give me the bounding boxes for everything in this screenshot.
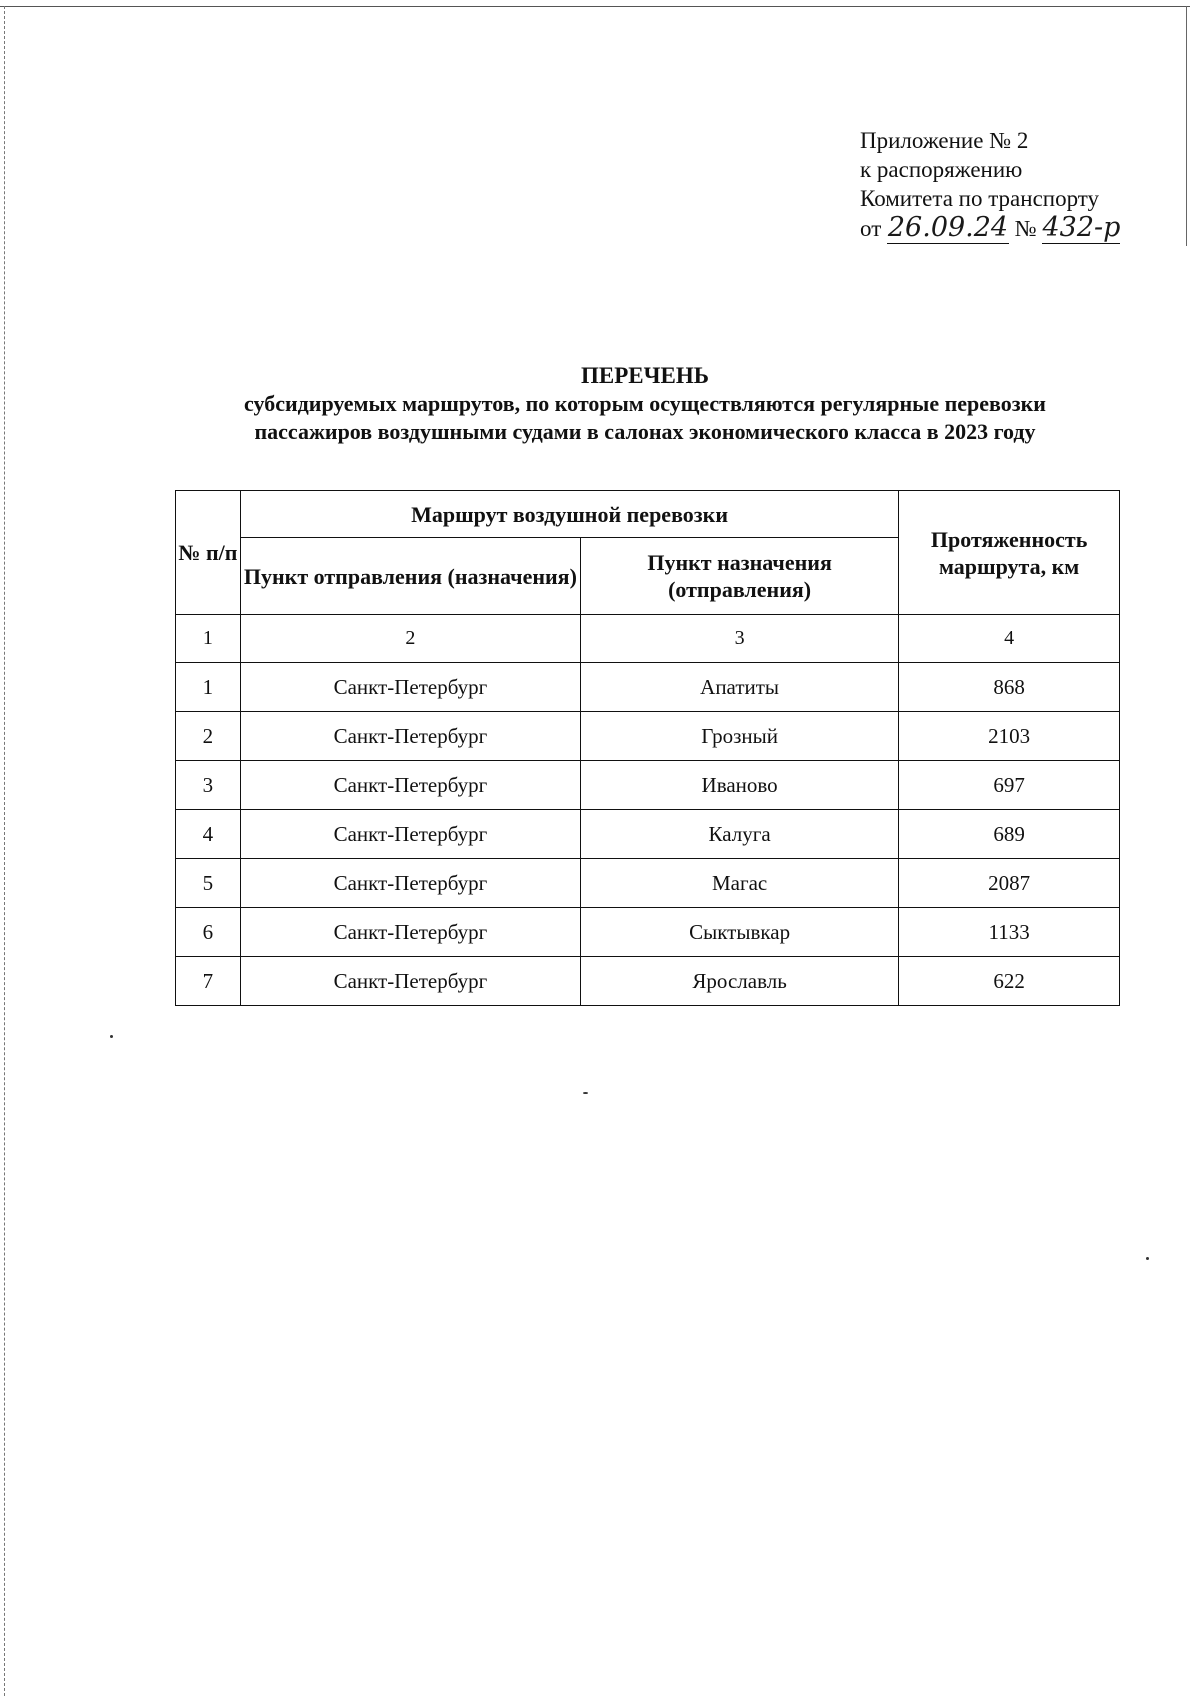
table-row [176, 859, 1120, 908]
header-num [176, 491, 241, 615]
row-num: 2 [176, 712, 241, 761]
date-prefix: от [860, 216, 882, 241]
index-cell: 2 [240, 615, 580, 663]
row-from: Санкт-Петербург [240, 712, 580, 761]
row-from: Санкт-Петербург [240, 810, 580, 859]
title-line-1: субсидируемых маршрутов, по которым осуществляются регулярные перевозки [244, 391, 1046, 416]
row-length: 2087 [899, 859, 1120, 908]
row-length: 697 [899, 761, 1120, 810]
row-to: Магас [580, 859, 898, 908]
annex-line-3: Комитета по транспорту [860, 186, 1100, 211]
header-from: Пункт отправления (назначения) [240, 538, 580, 615]
header-length-label: Протяженность маршрута, км [930, 526, 1088, 579]
scan-speck [110, 1035, 113, 1038]
table-row [176, 908, 1120, 957]
row-from: Санкт-Петербург [240, 859, 580, 908]
scan-edge-left [4, 6, 5, 1696]
annex-line-2: к распоряжению [860, 157, 1023, 182]
scan-edge-top [0, 6, 1190, 7]
row-length: 622 [899, 957, 1120, 1006]
index-cell: 4 [899, 615, 1120, 663]
row-num: 6 [176, 908, 241, 957]
row-num: 7 [176, 957, 241, 1006]
table-header-row-1 [176, 491, 1120, 538]
row-to: Ярославль [580, 957, 898, 1006]
table-row [176, 957, 1120, 1006]
number-prefix: № [1014, 216, 1037, 241]
routes-table [175, 490, 1120, 1006]
row-length: 868 [899, 663, 1120, 712]
header-num-label: № п/п [178, 540, 238, 565]
annex-block [860, 126, 1120, 244]
header-length [899, 491, 1120, 615]
annex-date-line [860, 213, 1120, 244]
header-to: Пункт назначения (отправления) [580, 538, 898, 615]
header-route: Маршрут воздушной перевозки [240, 491, 898, 538]
scan-edge-right [1186, 6, 1187, 246]
index-cell: 3 [580, 615, 898, 663]
table-row [176, 810, 1120, 859]
scan-speck [1146, 1257, 1149, 1260]
row-to: Сыктывкар [580, 908, 898, 957]
date-field [887, 213, 1009, 244]
index-cell: 1 [176, 615, 241, 663]
annex-line-1: Приложение № 2 [860, 128, 1029, 153]
scan-speck [583, 1092, 588, 1094]
row-to: Апатиты [580, 663, 898, 712]
row-length: 1133 [899, 908, 1120, 957]
table-row [176, 663, 1120, 712]
row-num: 5 [176, 859, 241, 908]
row-from: Санкт-Петербург [240, 663, 580, 712]
row-length: 2103 [899, 712, 1120, 761]
title-heading: ПЕРЕЧЕНЬ [581, 363, 709, 388]
row-num: 3 [176, 761, 241, 810]
row-length: 689 [899, 810, 1120, 859]
row-from: Санкт-Петербург [240, 908, 580, 957]
row-num: 4 [176, 810, 241, 859]
row-to: Калуга [580, 810, 898, 859]
table-row [176, 712, 1120, 761]
handwritten-number: 432-р [1042, 212, 1121, 243]
document-title [150, 362, 1140, 446]
title-line-2: пассажиров воздушными судами в салонах экономического класса в 2023 году [254, 419, 1036, 444]
handwritten-date: 26.09.24 [887, 212, 1009, 243]
number-field [1042, 213, 1120, 244]
row-to: Грозный [580, 712, 898, 761]
table-index-row [176, 615, 1120, 663]
row-num: 1 [176, 663, 241, 712]
row-from: Санкт-Петербург [240, 761, 580, 810]
row-to: Иваново [580, 761, 898, 810]
row-from: Санкт-Петербург [240, 957, 580, 1006]
table-row [176, 761, 1120, 810]
